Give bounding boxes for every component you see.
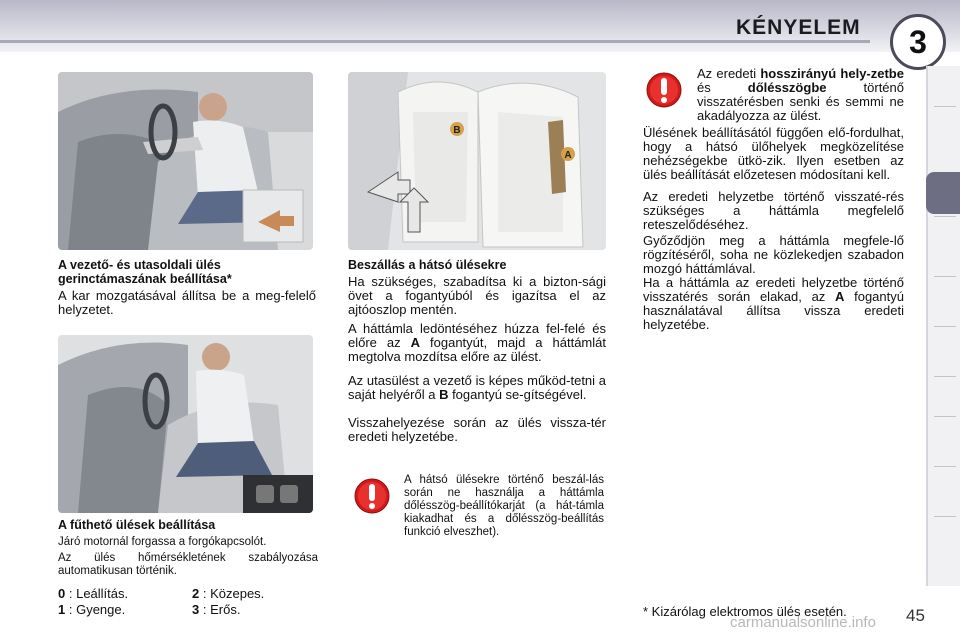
driver-seat-photo bbox=[58, 72, 313, 250]
warning-icon bbox=[646, 72, 682, 108]
lever-b-label: B bbox=[453, 125, 461, 136]
heat-level-number: 1 bbox=[58, 602, 66, 617]
heat-level-number: 2 bbox=[192, 586, 200, 601]
rear-access-p4: Visszahelyezése során az ülés vissza-tér eredeti helyzetébe. bbox=[348, 415, 606, 444]
heat-level-1 bbox=[58, 602, 125, 618]
heat-level-0 bbox=[58, 586, 128, 602]
tab-divider bbox=[934, 326, 956, 327]
heat-level-label: : Leállítás. bbox=[68, 586, 129, 601]
chapter-badge: 3 bbox=[890, 14, 946, 70]
active-chapter-tab bbox=[926, 172, 960, 214]
heat-level-3 bbox=[192, 602, 240, 618]
tab-divider bbox=[934, 416, 956, 417]
tab-divider bbox=[934, 516, 956, 517]
section-title: KÉNYELEM bbox=[736, 16, 861, 39]
seat-position-warning: Az eredeti hosszirányú hely-zetbe és dőlésszögbe történő visszatérésben senki és semmi ne akadályozza az ülést. bbox=[697, 66, 904, 123]
warning-icon bbox=[354, 478, 390, 514]
rear-access-p2: A háttámla ledöntéséhez húzza fel-felé és előre az A fogantyút, majd a háttámlát megtolva mozdítsa előre az ülést. bbox=[348, 321, 606, 364]
tab-divider bbox=[934, 376, 956, 377]
page-number: 45 bbox=[906, 606, 925, 625]
heated-seat-text-1: Járó motornál forgassa a forgókapcsolót. bbox=[58, 536, 267, 548]
right-p1: Ülésének beállításától függően elő-fordulhat, hogy a hátsó ülőhelyek megközelítése nehézségekbe ütkö-zik. Ilyen esetben az ülés beállítását előzetesen módosítani kell. bbox=[643, 125, 904, 182]
heat-level-2 bbox=[192, 586, 264, 602]
right-p2: Az eredeti helyzetbe történő visszaté-rés szükséges a háttámla megfelelő reteszelődéséhez. bbox=[643, 189, 904, 232]
rear-access-heading: Beszállás a hátsó ülésekre bbox=[348, 258, 507, 272]
tab-divider bbox=[934, 276, 956, 277]
tab-divider bbox=[934, 216, 956, 217]
lever-a-label: A bbox=[564, 150, 572, 161]
tab-divider bbox=[934, 466, 956, 467]
rear-access-warning: A hátsó ülésekre történő beszál-lás során ne használja a háttámla dőlésszög-beállítókarját (a hát-támla kiakadhat és a dőlésszög-beállítás funkció elveszhet). bbox=[404, 474, 604, 538]
heat-level-label: : Gyenge. bbox=[68, 602, 126, 617]
lumbar-heading: A vezető- és utasoldali ülés gerinctámaszának beállítása* bbox=[58, 258, 232, 286]
footnote: * Kizárólag elektromos ülés esetén. bbox=[643, 604, 847, 619]
tab-divider bbox=[934, 106, 956, 107]
heated-seat-heading: A fűthető ülések beállítása bbox=[58, 518, 216, 532]
heat-level-label: : Erős. bbox=[202, 602, 241, 617]
rear-seat-access-photo bbox=[348, 72, 606, 250]
rear-access-p3: Az utasülést a vezető is képes működ-tetni a saját helyéről a B fogantyú se-gítségével. bbox=[348, 373, 606, 402]
watermark: carmanualsonline.info bbox=[730, 614, 876, 631]
chapter-tab-bar bbox=[926, 66, 960, 586]
heat-level-number: 0 bbox=[58, 586, 66, 601]
heat-level-number: 3 bbox=[192, 602, 200, 617]
rear-access-p1: Ha szükséges, szabadítsa ki a bizton-sági övet a fogantyúból és igazítsa el az ajtóoszlop mentén. bbox=[348, 274, 606, 317]
heated-seat-text-2: Az ülés hőmérsékletének szabályozása automatikusan történik. bbox=[58, 552, 318, 577]
heated-seat-photo bbox=[58, 335, 313, 513]
right-p4: Ha a háttámla az eredeti helyzetbe történő visszatérés során elakad, az A fogantyú használatával állítsa vissza eredeti helyzetébe. bbox=[643, 275, 904, 332]
header-stripe bbox=[0, 40, 870, 43]
right-p3: Győződjön meg a háttámla megfele-lő rögzítéséről, soha ne közlekedjen szabadon mozgó háttámlával. bbox=[643, 233, 904, 276]
heat-level-label: : Közepes. bbox=[202, 586, 265, 601]
lumbar-text: A kar mozgatásával állítsa be a meg-felelő helyzetet. bbox=[58, 288, 316, 317]
